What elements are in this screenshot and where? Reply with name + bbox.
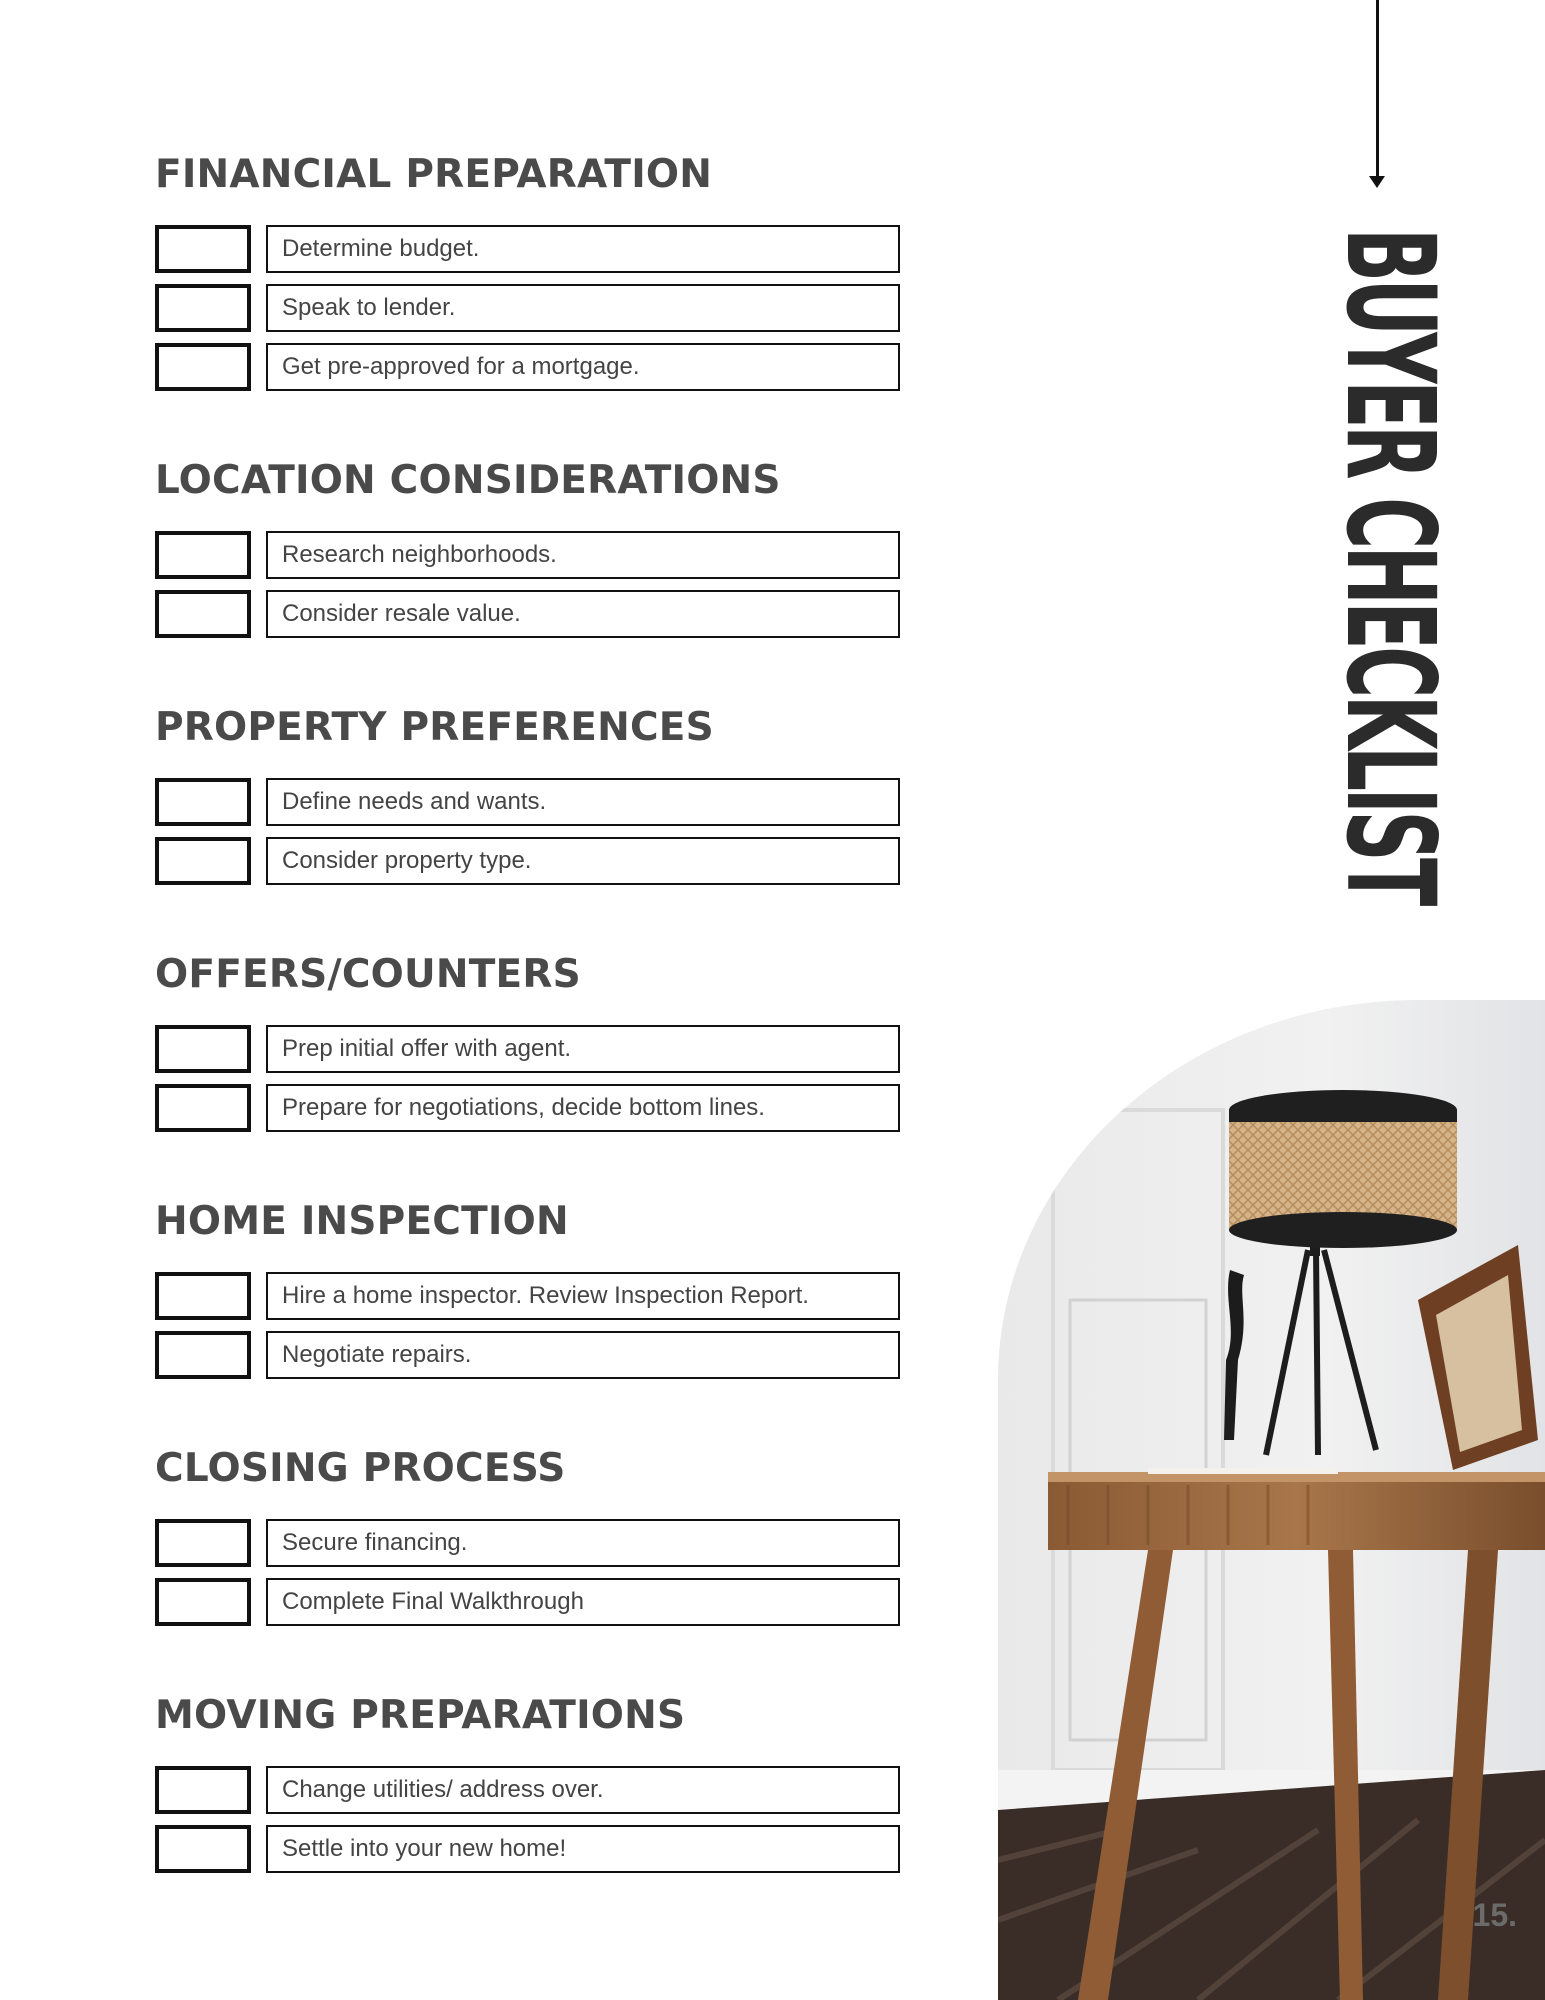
item-text: Consider property type. <box>266 837 900 885</box>
page-title: BUYER CHECKLIST <box>1319 228 1461 903</box>
section-financial-preparation <box>155 152 900 402</box>
item-text: Prep initial offer with agent. <box>266 1025 900 1073</box>
item-text: Complete Final Walkthrough <box>266 1578 900 1626</box>
checklist-item <box>155 590 900 638</box>
checkbox[interactable] <box>155 225 251 273</box>
section-title: HOME INSPECTION <box>155 1199 569 1244</box>
item-text: Change utilities/ address over. <box>266 1766 900 1814</box>
checkbox[interactable] <box>155 1025 251 1073</box>
checklist-item <box>155 1519 900 1567</box>
item-text: Get pre-approved for a mortgage. <box>266 343 900 391</box>
arrow-down-icon <box>1369 176 1385 188</box>
checklist-item <box>155 837 900 885</box>
item-text: Determine budget. <box>266 225 900 273</box>
checklist-item <box>155 1331 900 1379</box>
interior-photo <box>998 1000 1545 2000</box>
checkbox[interactable] <box>155 778 251 826</box>
item-text: Research neighborhoods. <box>266 531 900 579</box>
checkbox[interactable] <box>155 590 251 638</box>
checkbox[interactable] <box>155 1519 251 1567</box>
item-text: Speak to lender. <box>266 284 900 332</box>
checklist-item <box>155 1578 900 1626</box>
checkbox[interactable] <box>155 284 251 332</box>
item-text: Prepare for negotiations, decide bottom lines. <box>266 1084 900 1132</box>
checklist-item <box>155 284 900 332</box>
checklist-item <box>155 1025 900 1073</box>
section-title: OFFERS/COUNTERS <box>155 952 581 997</box>
section-title: CLOSING PROCESS <box>155 1446 566 1491</box>
checklist-item <box>155 1084 900 1132</box>
checkbox[interactable] <box>155 1766 251 1814</box>
checkbox[interactable] <box>155 1272 251 1320</box>
item-text: Hire a home inspector. Review Inspection Report. <box>266 1272 900 1320</box>
checkbox[interactable] <box>155 1825 251 1873</box>
checklist-item <box>155 1825 900 1873</box>
checklist-item <box>155 778 900 826</box>
section-property-preferences <box>155 705 900 896</box>
item-text: Define needs and wants. <box>266 778 900 826</box>
section-closing-process <box>155 1446 900 1637</box>
arrow-line <box>1376 0 1379 178</box>
section-title: LOCATION CONSIDERATIONS <box>155 458 781 503</box>
checklist-item <box>155 1766 900 1814</box>
section-title: FINANCIAL PREPARATION <box>155 152 713 197</box>
section-title: PROPERTY PREFERENCES <box>155 705 714 750</box>
section-offers-counters <box>155 952 900 1143</box>
section-home-inspection <box>155 1199 900 1390</box>
item-text: Consider resale value. <box>266 590 900 638</box>
page-number: 15. <box>1472 1897 1517 1933</box>
section-moving-preparations <box>155 1693 900 1884</box>
interior-illustration <box>998 1000 1545 2000</box>
section-location-considerations <box>155 458 900 649</box>
item-text: Secure financing. <box>266 1519 900 1567</box>
section-title: MOVING PREPARATIONS <box>155 1693 686 1738</box>
checkbox[interactable] <box>155 531 251 579</box>
checkbox[interactable] <box>155 343 251 391</box>
checklist-item <box>155 225 900 273</box>
item-text: Settle into your new home! <box>266 1825 900 1873</box>
checkbox[interactable] <box>155 837 251 885</box>
checkbox[interactable] <box>155 1578 251 1626</box>
checklist-item <box>155 531 900 579</box>
checkbox[interactable] <box>155 1084 251 1132</box>
item-text: Negotiate repairs. <box>266 1331 900 1379</box>
checklist-item <box>155 1272 900 1320</box>
checklist-item <box>155 343 900 391</box>
checkbox[interactable] <box>155 1331 251 1379</box>
